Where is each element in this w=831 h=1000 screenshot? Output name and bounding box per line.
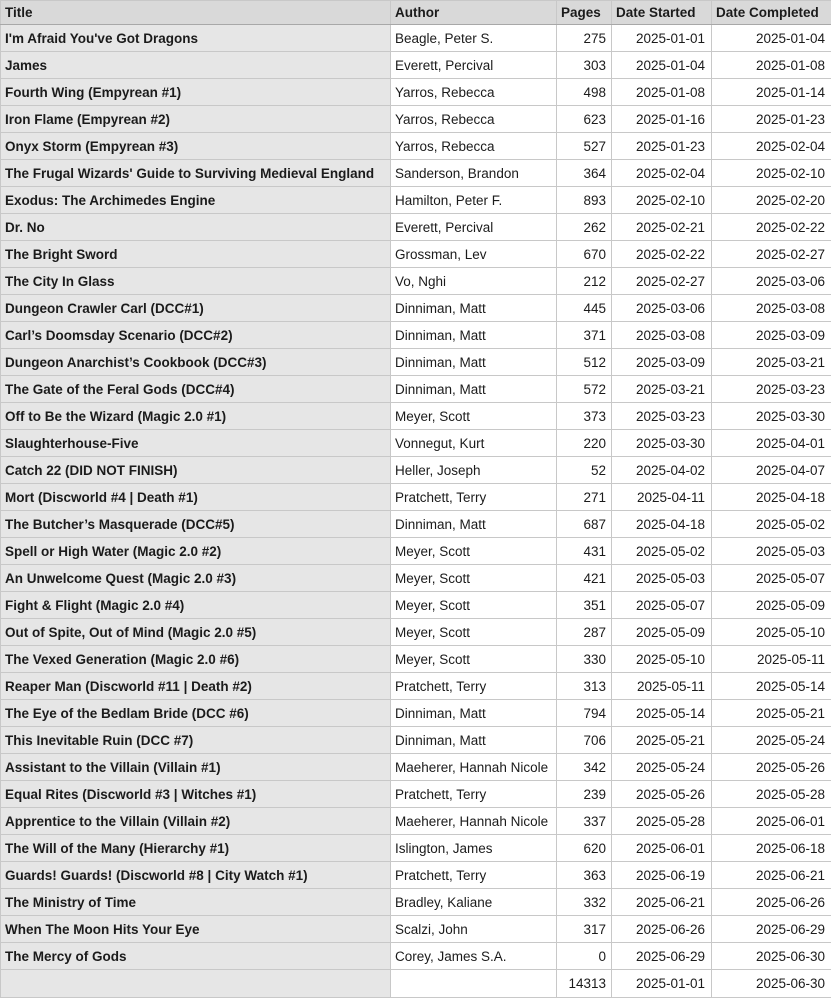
cell-pages[interactable]: 364 [557, 160, 612, 187]
cell-author[interactable]: Dinniman, Matt [391, 700, 557, 727]
cell-date-started[interactable]: 2025-03-23 [612, 403, 712, 430]
cell-date-completed[interactable]: 2025-03-21 [712, 349, 831, 376]
cell-pages[interactable]: 342 [557, 754, 612, 781]
cell-title[interactable]: Onyx Storm (Empyrean #3) [1, 133, 391, 160]
cell-date-completed[interactable]: 2025-04-18 [712, 484, 831, 511]
cell-author[interactable]: Pratchett, Terry [391, 484, 557, 511]
cell-date-completed[interactable]: 2025-03-09 [712, 322, 831, 349]
cell-date-completed[interactable]: 2025-05-02 [712, 511, 831, 538]
cell-date-started[interactable]: 2025-05-03 [612, 565, 712, 592]
cell-title[interactable]: Reaper Man (Discworld #11 | Death #2) [1, 673, 391, 700]
cell-title[interactable]: Dungeon Crawler Carl (DCC#1) [1, 295, 391, 322]
summary-cell-pages[interactable]: 14313 [557, 970, 612, 998]
table-row [1, 214, 831, 241]
cell-pages[interactable]: 220 [557, 430, 612, 457]
cell-title[interactable]: This Inevitable Ruin (DCC #7) [1, 727, 391, 754]
table-row [1, 79, 831, 106]
cell-date-completed[interactable]: 2025-05-03 [712, 538, 831, 565]
cell-title[interactable]: Mort (Discworld #4 | Death #1) [1, 484, 391, 511]
summary-cell-author[interactable] [391, 970, 557, 998]
cell-pages[interactable]: 351 [557, 592, 612, 619]
cell-title[interactable]: Carl’s Doomsday Scenario (DCC#2) [1, 322, 391, 349]
cell-pages[interactable]: 271 [557, 484, 612, 511]
cell-pages[interactable]: 332 [557, 889, 612, 916]
cell-title[interactable]: The Ministry of Time [1, 889, 391, 916]
cell-title[interactable]: Dr. No [1, 214, 391, 241]
cell-title[interactable]: The Bright Sword [1, 241, 391, 268]
table-body [1, 25, 831, 998]
cell-title[interactable]: Fourth Wing (Empyrean #1) [1, 79, 391, 106]
table-row [1, 889, 831, 916]
cell-date-completed[interactable]: 2025-05-28 [712, 781, 831, 808]
cell-title[interactable]: I'm Afraid You've Got Dragons [1, 25, 391, 52]
cell-pages[interactable]: 212 [557, 268, 612, 295]
cell-author[interactable]: Meyer, Scott [391, 592, 557, 619]
cell-date-completed[interactable]: 2025-03-23 [712, 376, 831, 403]
cell-author[interactable]: Maeherer, Hannah Nicole [391, 808, 557, 835]
table-row [1, 241, 831, 268]
cell-author[interactable]: Grossman, Lev [391, 241, 557, 268]
cell-date-completed[interactable]: 2025-04-07 [712, 457, 831, 484]
cell-title[interactable]: When The Moon Hits Your Eye [1, 916, 391, 943]
cell-author[interactable]: Yarros, Rebecca [391, 79, 557, 106]
table-row [1, 457, 831, 484]
summary-cell-title[interactable] [1, 970, 391, 998]
table-row [1, 943, 831, 970]
table-row [1, 700, 831, 727]
cell-date-started[interactable]: 2025-05-21 [612, 727, 712, 754]
table-row [1, 160, 831, 187]
column-header-title[interactable]: Title [1, 1, 391, 25]
cell-date-completed[interactable]: 2025-02-27 [712, 241, 831, 268]
cell-date-completed[interactable]: 2025-02-20 [712, 187, 831, 214]
cell-date-completed[interactable]: 2025-06-21 [712, 862, 831, 889]
cell-author[interactable]: Dinniman, Matt [391, 511, 557, 538]
cell-title[interactable]: Catch 22 (DID NOT FINISH) [1, 457, 391, 484]
cell-author[interactable]: Maeherer, Hannah Nicole [391, 754, 557, 781]
table-row [1, 835, 831, 862]
cell-title[interactable]: Apprentice to the Villain (Villain #2) [1, 808, 391, 835]
cell-date-started[interactable]: 2025-03-08 [612, 322, 712, 349]
table-row [1, 538, 831, 565]
cell-date-completed[interactable]: 2025-01-23 [712, 106, 831, 133]
cell-title[interactable]: Off to Be the Wizard (Magic 2.0 #1) [1, 403, 391, 430]
cell-date-started[interactable]: 2025-05-07 [612, 592, 712, 619]
cell-date-started[interactable]: 2025-06-01 [612, 835, 712, 862]
cell-author[interactable]: Sanderson, Brandon [391, 160, 557, 187]
cell-pages[interactable]: 512 [557, 349, 612, 376]
cell-date-completed[interactable]: 2025-03-30 [712, 403, 831, 430]
cell-date-completed[interactable]: 2025-01-04 [712, 25, 831, 52]
cell-title[interactable]: Fight & Flight (Magic 2.0 #4) [1, 592, 391, 619]
cell-date-completed[interactable]: 2025-06-18 [712, 835, 831, 862]
cell-date-completed[interactable]: 2025-06-26 [712, 889, 831, 916]
cell-date-started[interactable]: 2025-02-04 [612, 160, 712, 187]
cell-author[interactable]: Corey, James S.A. [391, 943, 557, 970]
table-row [1, 565, 831, 592]
cell-title[interactable]: The Frugal Wizards' Guide to Surviving Medieval England [1, 160, 391, 187]
cell-date-completed[interactable]: 2025-01-14 [712, 79, 831, 106]
cell-author[interactable]: Islington, James [391, 835, 557, 862]
cell-pages[interactable]: 275 [557, 25, 612, 52]
table-row [1, 52, 831, 79]
cell-author[interactable]: Heller, Joseph [391, 457, 557, 484]
table-row [1, 187, 831, 214]
summary-row [1, 970, 831, 998]
cell-title[interactable]: The Gate of the Feral Gods (DCC#4) [1, 376, 391, 403]
cell-author[interactable]: Dinniman, Matt [391, 376, 557, 403]
cell-date-completed[interactable]: 2025-01-08 [712, 52, 831, 79]
cell-title[interactable]: Dungeon Anarchist’s Cookbook (DCC#3) [1, 349, 391, 376]
table-row [1, 754, 831, 781]
cell-title[interactable]: Spell or High Water (Magic 2.0 #2) [1, 538, 391, 565]
cell-author[interactable]: Vonnegut, Kurt [391, 430, 557, 457]
cell-date-started[interactable]: 2025-06-29 [612, 943, 712, 970]
cell-author[interactable]: Pratchett, Terry [391, 781, 557, 808]
cell-date-started[interactable]: 2025-05-28 [612, 808, 712, 835]
cell-date-completed[interactable]: 2025-05-21 [712, 700, 831, 727]
cell-date-started[interactable]: 2025-05-11 [612, 673, 712, 700]
cell-author[interactable]: Beagle, Peter S. [391, 25, 557, 52]
table-row [1, 673, 831, 700]
summary-cell-date-started[interactable]: 2025-01-01 [612, 970, 712, 998]
cell-title[interactable]: Exodus: The Archimedes Engine [1, 187, 391, 214]
table-row [1, 484, 831, 511]
cell-pages[interactable]: 623 [557, 106, 612, 133]
cell-date-completed[interactable]: 2025-05-09 [712, 592, 831, 619]
cell-pages[interactable]: 317 [557, 916, 612, 943]
table-row [1, 646, 831, 673]
cell-date-started[interactable]: 2025-01-16 [612, 106, 712, 133]
cell-date-started[interactable]: 2025-05-14 [612, 700, 712, 727]
cell-date-started[interactable]: 2025-02-27 [612, 268, 712, 295]
cell-author[interactable]: Meyer, Scott [391, 619, 557, 646]
cell-date-started[interactable]: 2025-05-09 [612, 619, 712, 646]
cell-pages[interactable]: 287 [557, 619, 612, 646]
cell-date-started[interactable]: 2025-02-10 [612, 187, 712, 214]
cell-pages[interactable]: 371 [557, 322, 612, 349]
table-row [1, 403, 831, 430]
cell-date-started[interactable]: 2025-01-01 [612, 25, 712, 52]
cell-title[interactable]: Out of Spite, Out of Mind (Magic 2.0 #5) [1, 619, 391, 646]
cell-title[interactable]: Slaughterhouse-Five [1, 430, 391, 457]
cell-date-started[interactable]: 2025-03-09 [612, 349, 712, 376]
cell-date-completed[interactable]: 2025-05-11 [712, 646, 831, 673]
cell-title[interactable]: The Eye of the Bedlam Bride (DCC #6) [1, 700, 391, 727]
header-row [1, 1, 831, 25]
column-header-date-started[interactable]: Date Started [612, 1, 712, 25]
column-header-date-completed[interactable]: Date Completed [712, 1, 831, 25]
cell-author[interactable]: Pratchett, Terry [391, 673, 557, 700]
cell-author[interactable]: Yarros, Rebecca [391, 133, 557, 160]
cell-title[interactable]: The Will of the Many (Hierarchy #1) [1, 835, 391, 862]
cell-date-started[interactable]: 2025-06-21 [612, 889, 712, 916]
cell-date-started[interactable]: 2025-02-21 [612, 214, 712, 241]
table-row [1, 808, 831, 835]
cell-title[interactable]: An Unwelcome Quest (Magic 2.0 #3) [1, 565, 391, 592]
cell-author[interactable]: Meyer, Scott [391, 403, 557, 430]
cell-author[interactable]: Meyer, Scott [391, 565, 557, 592]
cell-author[interactable]: Meyer, Scott [391, 646, 557, 673]
cell-date-completed[interactable]: 2025-02-22 [712, 214, 831, 241]
cell-date-completed[interactable]: 2025-05-26 [712, 754, 831, 781]
cell-pages[interactable]: 794 [557, 700, 612, 727]
cell-author[interactable]: Dinniman, Matt [391, 727, 557, 754]
cell-date-started[interactable]: 2025-04-11 [612, 484, 712, 511]
cell-date-started[interactable]: 2025-06-26 [612, 916, 712, 943]
cell-date-started[interactable]: 2025-05-02 [612, 538, 712, 565]
summary-cell-date-completed[interactable]: 2025-06-30 [712, 970, 831, 998]
cell-pages[interactable]: 431 [557, 538, 612, 565]
cell-author[interactable]: Yarros, Rebecca [391, 106, 557, 133]
cell-pages[interactable]: 687 [557, 511, 612, 538]
cell-date-started[interactable]: 2025-04-02 [612, 457, 712, 484]
cell-pages[interactable]: 303 [557, 52, 612, 79]
cell-author[interactable]: Pratchett, Terry [391, 862, 557, 889]
cell-date-started[interactable]: 2025-03-30 [612, 430, 712, 457]
cell-author[interactable]: Dinniman, Matt [391, 349, 557, 376]
cell-date-completed[interactable]: 2025-05-07 [712, 565, 831, 592]
cell-author[interactable]: Scalzi, John [391, 916, 557, 943]
cell-pages[interactable]: 498 [557, 79, 612, 106]
cell-author[interactable]: Hamilton, Peter F. [391, 187, 557, 214]
cell-date-started[interactable]: 2025-03-21 [612, 376, 712, 403]
table-row [1, 916, 831, 943]
cell-date-completed[interactable]: 2025-05-24 [712, 727, 831, 754]
cell-date-started[interactable]: 2025-05-10 [612, 646, 712, 673]
cell-pages[interactable]: 239 [557, 781, 612, 808]
cell-author[interactable]: Vo, Nghi [391, 268, 557, 295]
cell-date-completed[interactable]: 2025-06-01 [712, 808, 831, 835]
cell-pages[interactable]: 52 [557, 457, 612, 484]
cell-title[interactable]: Guards! Guards! (Discworld #8 | City Watch #1) [1, 862, 391, 889]
table-row [1, 322, 831, 349]
cell-date-completed[interactable]: 2025-06-29 [712, 916, 831, 943]
cell-date-completed[interactable]: 2025-05-10 [712, 619, 831, 646]
table-row [1, 619, 831, 646]
cell-date-started[interactable]: 2025-05-24 [612, 754, 712, 781]
cell-date-started[interactable]: 2025-03-06 [612, 295, 712, 322]
cell-date-started[interactable]: 2025-02-22 [612, 241, 712, 268]
cell-title[interactable]: The Butcher’s Masquerade (DCC#5) [1, 511, 391, 538]
cell-title[interactable]: The Mercy of Gods [1, 943, 391, 970]
cell-title[interactable]: Equal Rites (Discworld #3 | Witches #1) [1, 781, 391, 808]
table-row [1, 25, 831, 52]
cell-title[interactable]: Assistant to the Villain (Villain #1) [1, 754, 391, 781]
cell-title[interactable]: The Vexed Generation (Magic 2.0 #6) [1, 646, 391, 673]
column-header-author[interactable]: Author [391, 1, 557, 25]
cell-date-completed[interactable]: 2025-02-04 [712, 133, 831, 160]
cell-author[interactable]: Dinniman, Matt [391, 322, 557, 349]
cell-date-started[interactable]: 2025-01-23 [612, 133, 712, 160]
cell-author[interactable]: Meyer, Scott [391, 538, 557, 565]
cell-pages[interactable]: 0 [557, 943, 612, 970]
table-row [1, 295, 831, 322]
cell-author[interactable]: Everett, Percival [391, 52, 557, 79]
cell-date-started[interactable]: 2025-04-18 [612, 511, 712, 538]
table-row [1, 430, 831, 457]
cell-date-completed[interactable]: 2025-05-14 [712, 673, 831, 700]
column-header-pages[interactable]: Pages [557, 1, 612, 25]
cell-author[interactable]: Dinniman, Matt [391, 295, 557, 322]
cell-title[interactable]: James [1, 52, 391, 79]
cell-pages[interactable]: 670 [557, 241, 612, 268]
cell-pages[interactable]: 893 [557, 187, 612, 214]
table-row [1, 862, 831, 889]
cell-author[interactable]: Everett, Percival [391, 214, 557, 241]
cell-date-completed[interactable]: 2025-04-01 [712, 430, 831, 457]
cell-date-completed[interactable]: 2025-03-08 [712, 295, 831, 322]
cell-pages[interactable]: 313 [557, 673, 612, 700]
table-row [1, 268, 831, 295]
cell-pages[interactable]: 330 [557, 646, 612, 673]
table-row [1, 592, 831, 619]
cell-pages[interactable]: 373 [557, 403, 612, 430]
cell-date-completed[interactable]: 2025-02-10 [712, 160, 831, 187]
cell-pages[interactable]: 262 [557, 214, 612, 241]
cell-pages[interactable]: 527 [557, 133, 612, 160]
table-row [1, 133, 831, 160]
cell-date-started[interactable]: 2025-01-08 [612, 79, 712, 106]
table-row [1, 376, 831, 403]
table-row [1, 727, 831, 754]
cell-date-started[interactable]: 2025-06-19 [612, 862, 712, 889]
table-row [1, 511, 831, 538]
cell-pages[interactable]: 706 [557, 727, 612, 754]
cell-pages[interactable]: 337 [557, 808, 612, 835]
table-row [1, 781, 831, 808]
cell-title[interactable]: The City In Glass [1, 268, 391, 295]
cell-date-started[interactable]: 2025-05-26 [612, 781, 712, 808]
cell-date-completed[interactable]: 2025-06-30 [712, 943, 831, 970]
table-row [1, 106, 831, 133]
cell-pages[interactable]: 620 [557, 835, 612, 862]
cell-date-started[interactable]: 2025-01-04 [612, 52, 712, 79]
table-row [1, 349, 831, 376]
cell-date-completed[interactable]: 2025-03-06 [712, 268, 831, 295]
cell-pages[interactable]: 445 [557, 295, 612, 322]
cell-pages[interactable]: 572 [557, 376, 612, 403]
cell-title[interactable]: Iron Flame (Empyrean #2) [1, 106, 391, 133]
cell-pages[interactable]: 421 [557, 565, 612, 592]
cell-author[interactable]: Bradley, Kaliane [391, 889, 557, 916]
cell-pages[interactable]: 363 [557, 862, 612, 889]
